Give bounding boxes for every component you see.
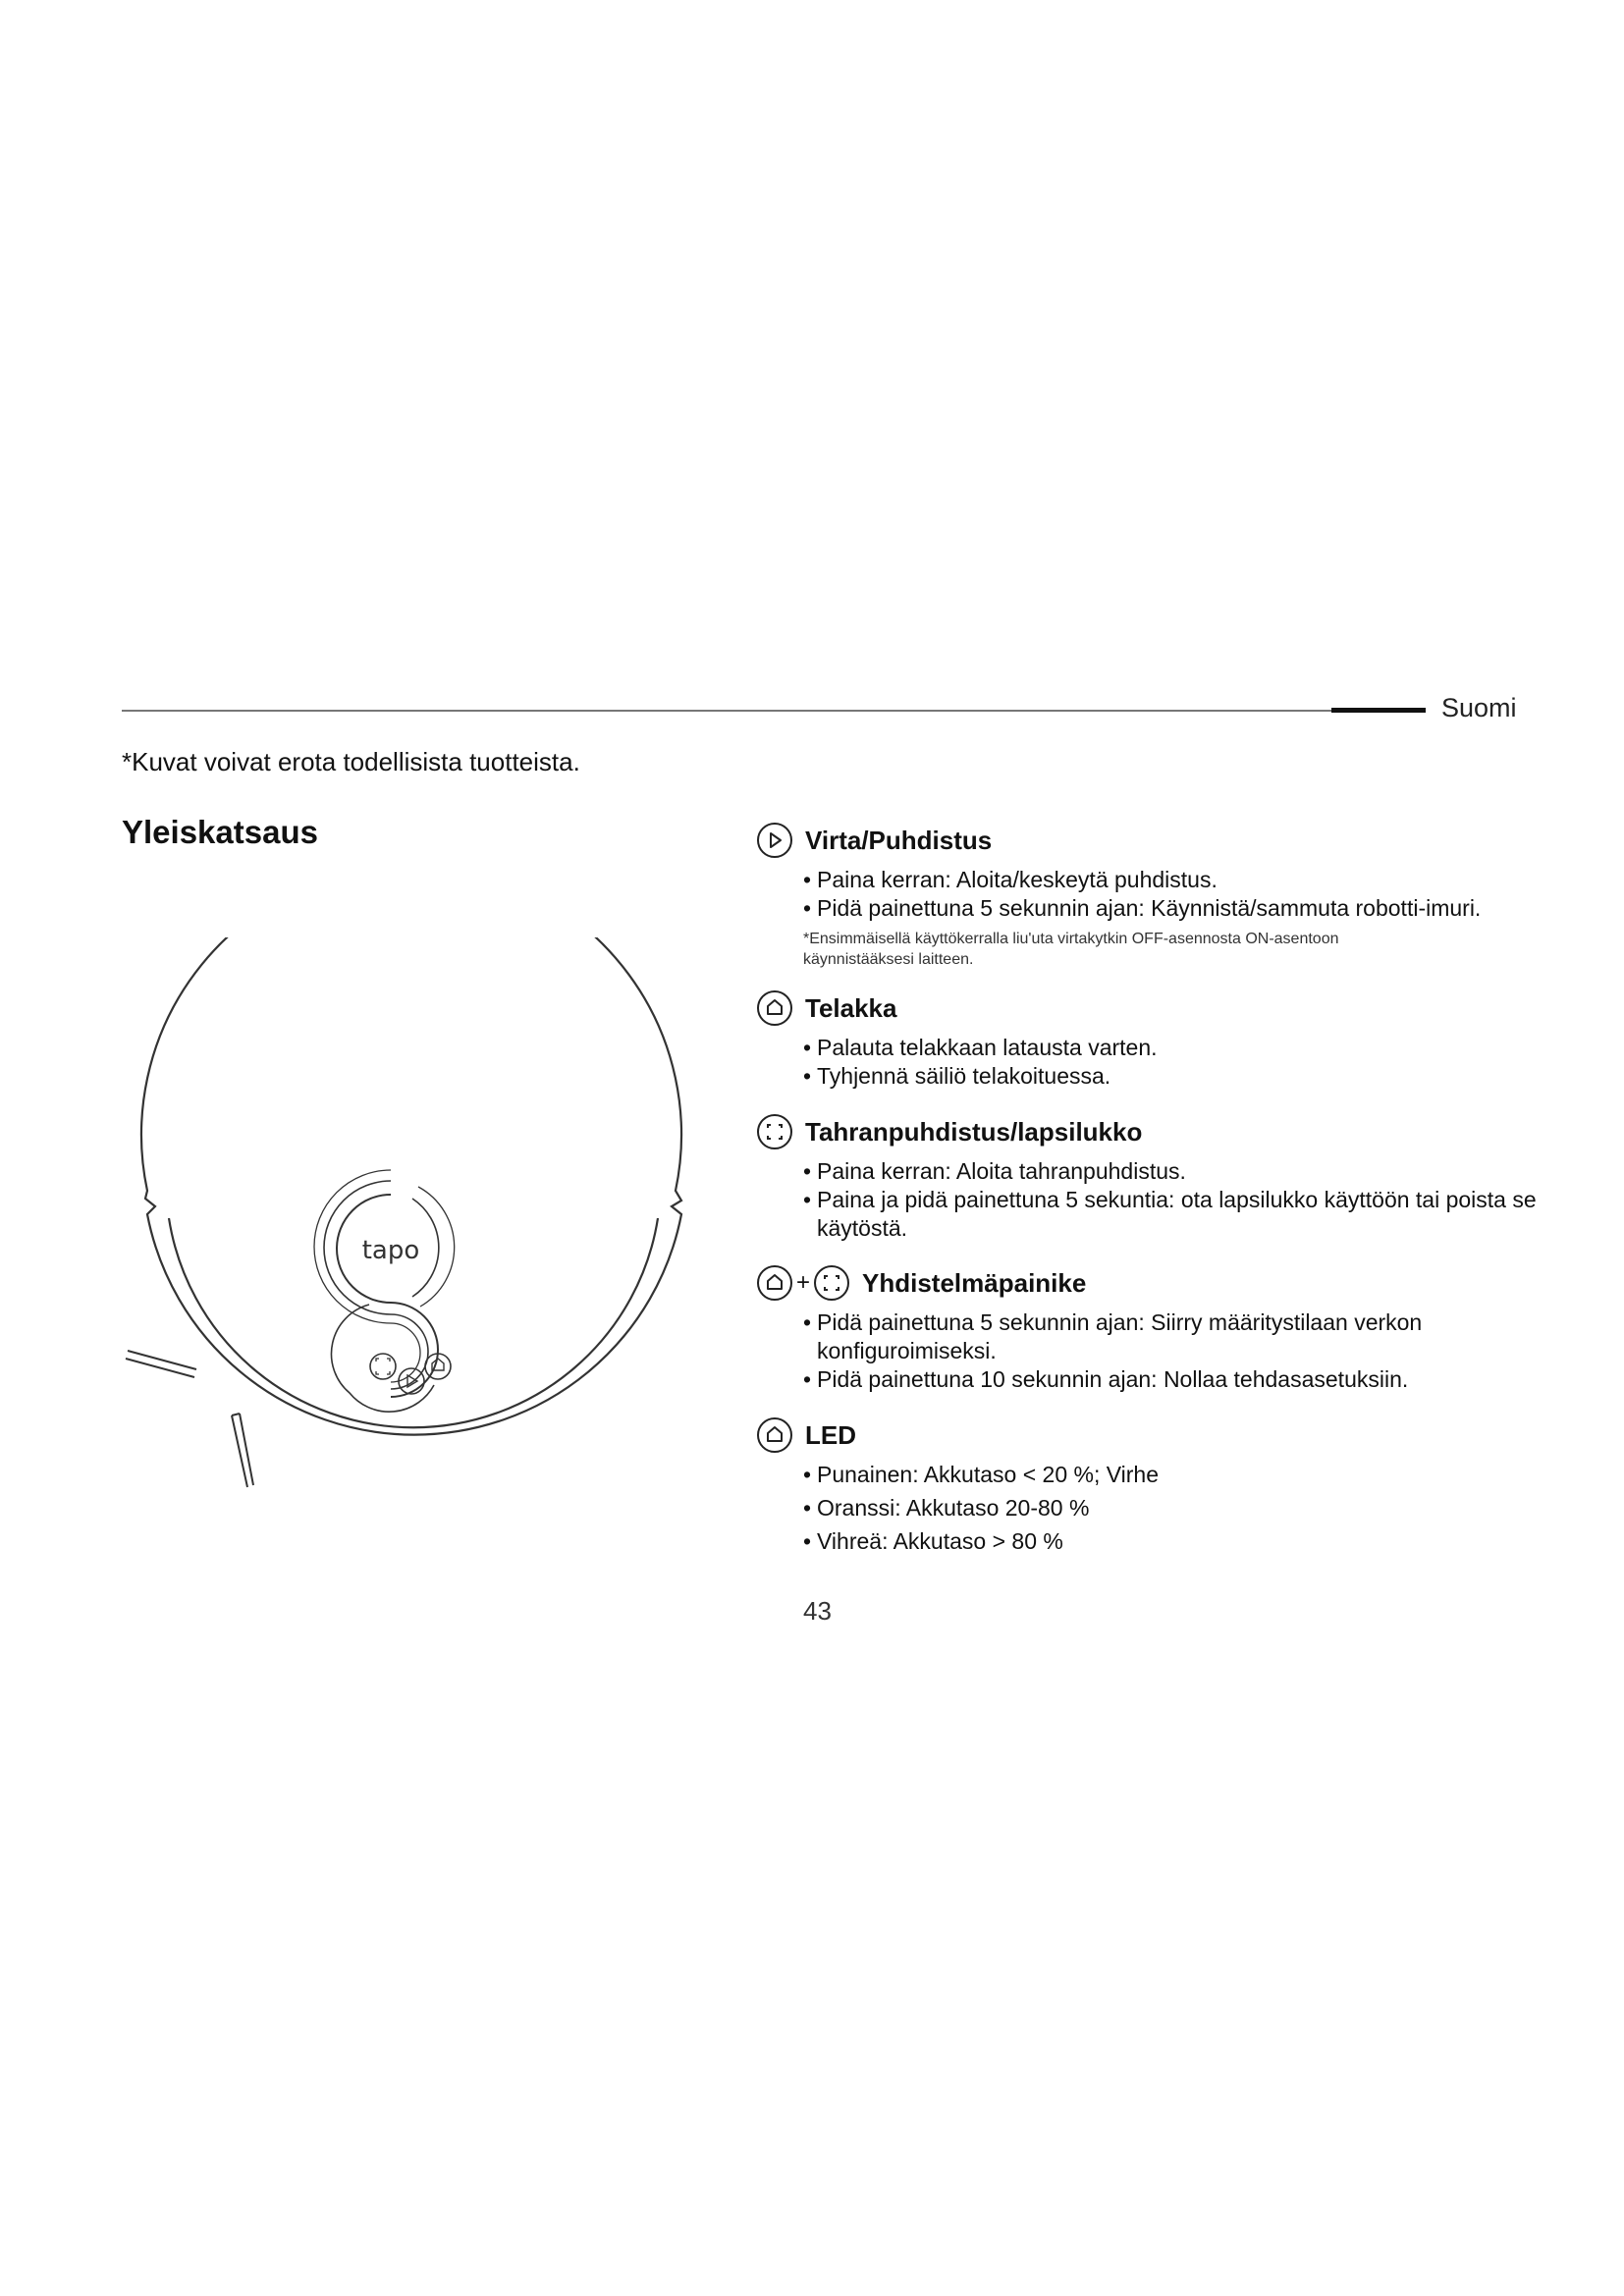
list-item: • Paina ja pidä painettuna 5 sekuntia: ota lapsilukko käyttöön tai poista se käytöstä. (803, 1186, 1542, 1243)
section-title: Telakka (805, 992, 897, 1023)
section-power-clean (756, 821, 1542, 970)
list-item: • Pidä painettuna 5 sekunnin ajan: Siirry määritystilaan verkon konfiguroimiseksi. (803, 1308, 1542, 1365)
plus-sign: + (796, 1269, 811, 1296)
header-rule-accent (1331, 708, 1426, 713)
list-item: • Pidä painettuna 10 sekunnin ajan: Nollaa tehdasasetuksiin. (803, 1365, 1542, 1394)
home-icon (756, 1264, 793, 1302)
section-led (756, 1415, 1542, 1561)
section-title: Virta/Puhdistus (805, 825, 993, 855)
list-item: • Tyhjennä säiliö telakoituessa. (803, 1062, 1542, 1091)
list-item: • Vihreä: Akkutaso > 80 % (803, 1527, 1542, 1556)
footnote: *Ensimmäisellä käyttökerralla liu'uta virtakytkin OFF-asennosta ON-asentoon käynnistääksesi laitteen. (803, 931, 1339, 968)
list-item: • Paina kerran: Aloita/keskeytä puhdistus. (803, 866, 1542, 894)
list-item: • Punainen: Akkutaso < 20 %; Virhe (803, 1461, 1542, 1489)
overview-title: Yleiskatsaus (122, 814, 318, 850)
list-item: • Palauta telakkaan latausta varten. (803, 1034, 1542, 1062)
spot-clean-icon (813, 1264, 850, 1302)
section-title: LED (805, 1419, 856, 1450)
home-icon (756, 989, 793, 1027)
section-combination (756, 1263, 1542, 1394)
section-spot-clean (756, 1112, 1542, 1243)
list-item: • Oranssi: Akkutaso 20-80 % (803, 1494, 1542, 1522)
header-rule (122, 710, 1331, 712)
section-title: Yhdistelmäpainike (862, 1267, 1087, 1298)
spot-clean-icon (756, 1113, 793, 1150)
robot-vacuum-illustration (118, 937, 717, 1507)
list-item: • Paina kerran: Aloita tahranpuhdistus. (803, 1157, 1542, 1186)
home-icon (756, 1416, 793, 1454)
page-number: 43 (803, 1596, 832, 1626)
tapo-logo: tapo (361, 1236, 420, 1265)
language-label: Suomi (1441, 693, 1517, 722)
play-icon (756, 822, 793, 859)
section-dock (756, 988, 1542, 1091)
list-item: • Pidä painettuna 5 sekunnin ajan: Käynnistä/sammuta robotti-imuri. (803, 894, 1542, 923)
section-title: Tahranpuhdistus/lapsilukko (805, 1116, 1143, 1147)
disclaimer: *Kuvat voivat erota todellisista tuotteista. (122, 747, 580, 776)
